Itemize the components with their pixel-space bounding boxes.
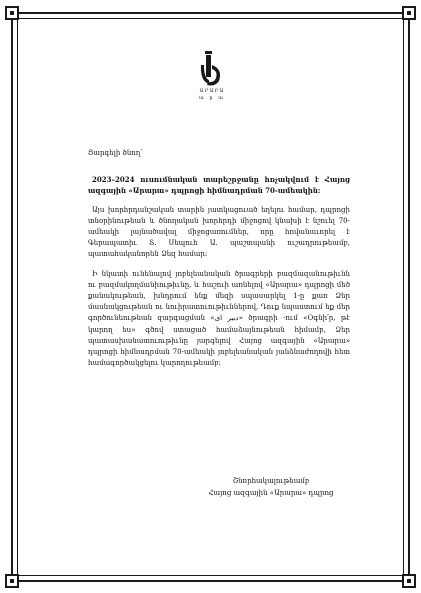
- letter-signature: [186, 476, 356, 499]
- signature-organization: Հայոց ազգային «Արարա» դպրոց: [208, 488, 334, 497]
- corner-ornament: [402, 6, 416, 20]
- corner-ornament: [5, 6, 19, 20]
- letter-body: [88, 148, 350, 377]
- letter-paragraph: Այս խորհրդանշական տարին յատկացուած եղելու համար, դպրոցի տնօրինութեան և ծնողական խորհրդի միջոցով կնախի է նշուել 70-ամեակի լայնածավալ միջոցառումներ, որը հովանաւորել է Գերապատիւ Տ. Սեպուհ Ա. պաշտպանի ուշադրութեամբ, պատահականորեն Ձեզ համար:: [88, 205, 350, 259]
- letter-paragraph: 2023–2024 ուսումնական տարեշրջանը հռչակվում է Հայոց ազգային «Արարա» դպրոցի հիմնադրման 70-ամեակին:: [88, 175, 350, 196]
- signature-closing: Շնորհակալութեամբ: [232, 477, 310, 485]
- corner-ornament: [5, 574, 19, 588]
- logo-subcaption: ա ր ա: [199, 95, 225, 101]
- letter-paragraph: Ի նկատի ունենալով յոբելեանական ծրագրերի բազմազանութիւնն ու բազմակողմանիութիւնը, և հաշուի առնելով «Արարա» դպրոցի մեծ քանակութեան, խնդրում ենք մեզի սպասարկել 1-ը քառ Ձեր մասնակցութեան ու նուիրատուութիւններով, Դուք նպաստում եք մեր գործունեութեան զարգացման «دبیر ای» ծրագրի -ում «Օգնի՛ր, թէ կարող ես» գծով ստացած համաձայնութեան հիմամբ, Ձեր պատասխանատուութիւնը յարգելով Հայոց ազգային «Արարա» դպրոցի հիմնադրման 70-ամեակի յոբելեանական յանձնաժողովի հետ համագործակցելու կարողութեամբ:: [88, 269, 350, 368]
- letter-greeting: Յարգելի ծնող՝: [88, 149, 143, 157]
- corner-ornament: [402, 574, 416, 588]
- logo-caption: ԱՐԱՐԱ: [199, 88, 225, 94]
